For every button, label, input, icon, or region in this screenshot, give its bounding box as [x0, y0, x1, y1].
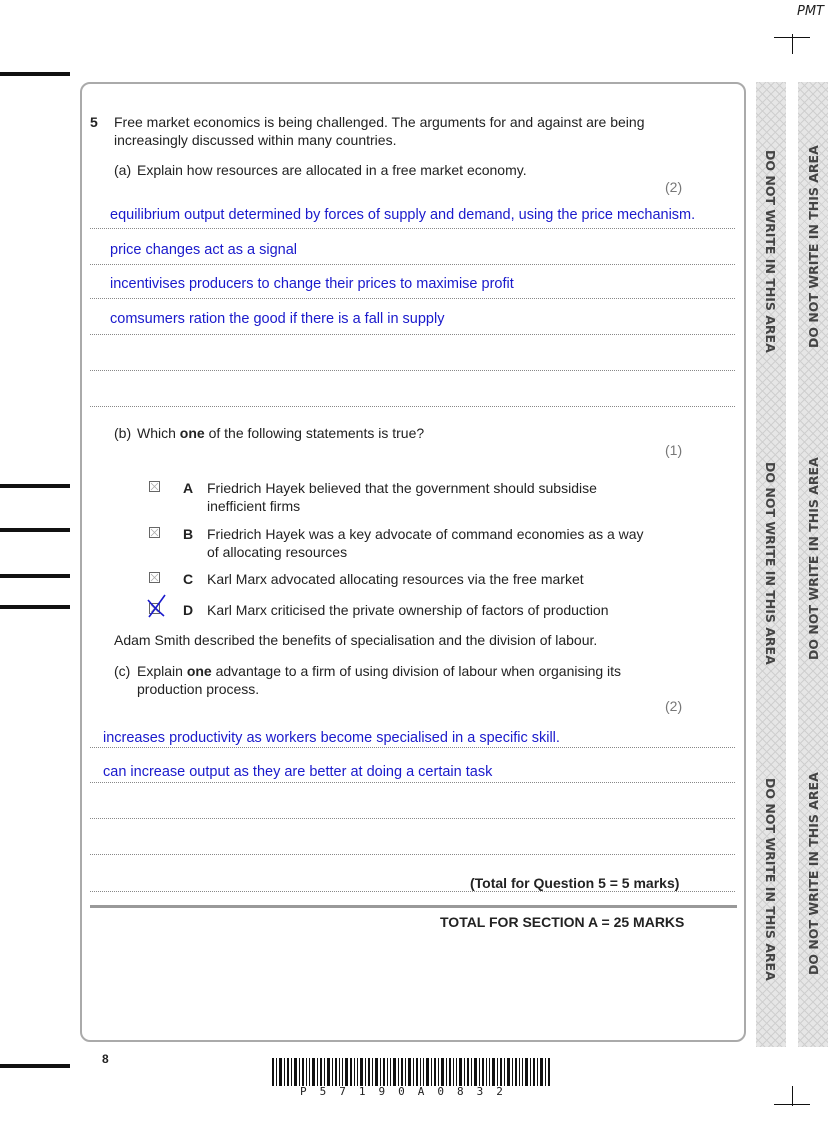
- margin-warning: DO NOT WRITE IN THIS AREA: [763, 778, 778, 981]
- part-a-marks: (2): [665, 179, 683, 195]
- part-a-label: (a): [114, 162, 132, 178]
- margin-bar: [0, 605, 70, 609]
- margin-bar: [0, 574, 70, 578]
- margin-bar: [0, 72, 70, 76]
- barcode: [272, 1058, 552, 1086]
- answer-line: [90, 334, 735, 335]
- answer-a-line4: comsumers ration the good if there is a fall in supply: [110, 311, 445, 327]
- question-number: 5: [90, 114, 98, 130]
- answer-line: [90, 747, 735, 748]
- crop-mark: [792, 1086, 793, 1106]
- option-b-letter: B: [183, 526, 194, 542]
- crop-mark: [774, 37, 810, 38]
- option-b-line2: of allocating resources: [207, 544, 348, 560]
- answer-line: [90, 228, 735, 229]
- option-d-letter: D: [183, 602, 194, 618]
- barcode-number: P57190A0832: [300, 1085, 516, 1098]
- option-a-letter: A: [183, 480, 194, 496]
- answer-line: [90, 891, 735, 892]
- page-number: 8: [102, 1052, 109, 1066]
- context-statement: Adam Smith described the benefits of specialisation and the division of labour.: [114, 632, 598, 648]
- margin-warning: DO NOT WRITE IN THIS AREA: [763, 462, 778, 665]
- pmt-brand: PMT: [797, 4, 824, 19]
- answer-line: [90, 818, 735, 819]
- answer-line: [90, 406, 735, 407]
- question-stem-line2: increasingly discussed within many countries.: [114, 132, 397, 148]
- part-a-text: Explain how resources are allocated in a free market economy.: [137, 162, 527, 178]
- answer-line: [90, 264, 735, 265]
- option-c-line1: Karl Marx advocated allocating resources via the free market: [207, 571, 584, 587]
- option-b-line1: Friedrich Hayek was a key advocate of command economies as a way: [207, 526, 644, 542]
- part-c-label: (c): [114, 663, 131, 679]
- margin-warning: DO NOT WRITE IN THIS AREA: [763, 150, 778, 353]
- part-c-marks: (2): [665, 698, 683, 714]
- part-c-text: Explain one advantage to a firm of using division of labour when organising its: [137, 663, 622, 679]
- margin-warning: DO NOT WRITE IN THIS AREA: [806, 145, 821, 348]
- answer-a-line3: incentivises producers to change their prices to maximise profit: [110, 276, 514, 292]
- answer-c-line2: can increase output as they are better at doing a certain task: [103, 764, 493, 780]
- option-a-line1: Friedrich Hayek believed that the government should subsidise: [207, 480, 597, 496]
- section-total: TOTAL FOR SECTION A = 25 MARKS: [440, 914, 685, 930]
- margin-warning: DO NOT WRITE IN THIS AREA: [806, 772, 821, 975]
- part-b-marks: (1): [665, 442, 683, 458]
- answer-frame: [80, 82, 746, 1042]
- answer-line: [90, 370, 735, 371]
- answer-a-line1: equilibrium output determined by forces of supply and demand, using the price mechanism.: [110, 207, 696, 223]
- margin-bar: [0, 484, 70, 488]
- option-d-line1: Karl Marx criticised the private ownership of factors of production: [207, 602, 609, 618]
- answer-a-line2: price changes act as a signal: [110, 242, 297, 258]
- margin-bar: [0, 1064, 70, 1068]
- part-b-label: (b): [114, 425, 132, 441]
- answer-c-line1: increases productivity as workers become specialised in a specific skill.: [103, 730, 560, 746]
- crop-mark: [774, 1104, 810, 1105]
- option-a-checkbox[interactable]: [149, 481, 160, 492]
- question-total: (Total for Question 5 = 5 marks): [470, 875, 680, 891]
- option-a-line2: inefficient firms: [207, 498, 301, 514]
- section-rule: [90, 905, 737, 908]
- part-c-text-line2: production process.: [137, 681, 260, 697]
- part-b-text: Which one of the following statements is true?: [137, 425, 425, 441]
- answer-line: [90, 854, 735, 855]
- option-b-checkbox[interactable]: [149, 527, 160, 538]
- option-d-cross-mark-icon: [142, 592, 170, 620]
- margin-bar: [0, 528, 70, 532]
- answer-line: [90, 298, 735, 299]
- question-stem-line1: Free market economics is being challenged. The arguments for and against are being: [114, 114, 645, 130]
- answer-line: [90, 782, 735, 783]
- option-c-letter: C: [183, 571, 194, 587]
- margin-warning: DO NOT WRITE IN THIS AREA: [806, 457, 821, 660]
- option-c-checkbox[interactable]: [149, 572, 160, 583]
